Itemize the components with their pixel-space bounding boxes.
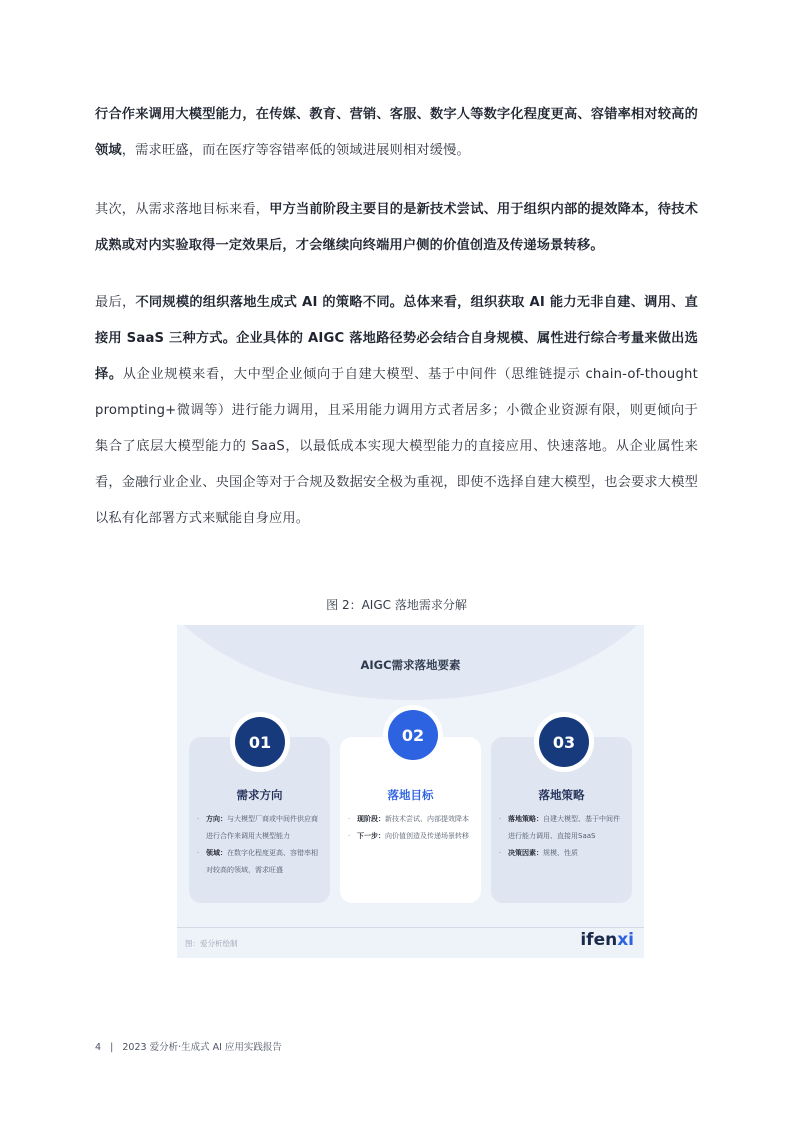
card-landing-goal bbox=[340, 737, 481, 903]
bullet-icon: · bbox=[197, 849, 200, 857]
list-item bbox=[348, 828, 475, 845]
page-number: 4 bbox=[95, 1042, 102, 1053]
paragraph-3 bbox=[95, 285, 698, 537]
list-item bbox=[499, 845, 626, 862]
list-item bbox=[348, 811, 475, 828]
item-text: 向价值创造及传递场景转移 bbox=[385, 832, 469, 840]
footer-title: 2023 爱分析·生成式 AI 应用实践报告 bbox=[122, 1042, 282, 1053]
list-item bbox=[197, 845, 324, 879]
item-key: 领域： bbox=[206, 849, 227, 857]
ifenxi-logo bbox=[580, 930, 634, 950]
list-item bbox=[197, 811, 324, 845]
item-key: 决策因素： bbox=[508, 849, 543, 857]
item-key: 方向： bbox=[206, 815, 227, 823]
item-text: 与大模型厂商或中间件供应商进行合作来调用大模型能力 bbox=[206, 815, 318, 840]
paragraph-1-text: ，需求旺盛，而在医疗等容错率低的领域进展则相对缓慢。 bbox=[121, 143, 470, 158]
bullet-icon: · bbox=[348, 832, 351, 840]
paragraph-3-text-start: 最后， bbox=[95, 295, 136, 310]
card-items bbox=[499, 811, 626, 862]
item-key: 下一步： bbox=[357, 832, 385, 840]
logo-accent: xi bbox=[617, 930, 634, 950]
footer-separator: | bbox=[110, 1042, 114, 1053]
item-text: 自建大模型、基于中间件进行能力调用、直接用SaaS bbox=[508, 815, 620, 840]
logo-main: ifen bbox=[580, 930, 618, 950]
paragraph-2-bold: 甲方当前阶段主要目的是新技术尝试、用于组织内部的提效降本，待技术成熟或对内实验取得一定效果后，才会继续向终端用户侧的价值创造及传递场景转移。 bbox=[95, 202, 698, 253]
card-items bbox=[197, 811, 324, 879]
card-items bbox=[348, 811, 475, 845]
bullet-icon: · bbox=[499, 849, 502, 857]
number-badge-03: 03 bbox=[539, 717, 589, 767]
figure-source: 图：爱分析绘制 bbox=[185, 939, 238, 948]
bullet-icon: · bbox=[197, 815, 200, 823]
paragraph-2-text: 其次，从需求落地目标来看， bbox=[95, 202, 270, 217]
paragraph-3-bold: 不同规模的组织落地生成式 AI 的策略不同。总体来看，组织获取 AI 能力无非自建、调用、直接用 SaaS 三种方式。企业具体的 AIGC 落地路径势必会结合自身规模、属性进行综合考量来做出选择。 bbox=[95, 295, 698, 382]
item-text: 规模、性质 bbox=[543, 849, 578, 857]
item-key: 落地策略： bbox=[508, 815, 543, 823]
list-item bbox=[499, 811, 626, 845]
card-title: 落地策略 bbox=[538, 788, 585, 802]
paragraph-1 bbox=[95, 97, 698, 169]
item-text: 在数字化程度更高、容错率相对较高的领域，需求旺盛 bbox=[206, 849, 318, 874]
paragraph-1-bold: 行合作来调用大模型能力，在传媒、教育、营销、客服、数字人等数字化程度更高、容错率相对较高的领域 bbox=[95, 107, 698, 158]
bullet-icon: · bbox=[348, 815, 351, 823]
paragraph-2 bbox=[95, 192, 698, 264]
figure-caption: 图 2：AIGC 落地需求分解 bbox=[326, 598, 467, 612]
figure-aigc-requirements bbox=[177, 625, 644, 958]
bullet-icon: · bbox=[499, 815, 502, 823]
number-badge-01: 01 bbox=[235, 717, 285, 767]
item-text: 新技术尝试、内部提效降本 bbox=[385, 815, 469, 823]
paragraph-3-text-end: 从企业规模来看，大中型企业倾向于自建大模型、基于中间件（思维链提示 chain-of-thought prompting+微调等）进行能力调用，且采用能力调用方式者居多；小微企业资源有限，则更倾向于集合了底层大模型能力的 SaaS，以最低成本实现大模型能力的直接应用、快速落地。从企业属性来看，金融行业企业、央国企等对于合规及数据安全极为重视，即使不选择自建大模型，也会要求大模型以私有化部署方式来赋能自身应用。 bbox=[95, 367, 698, 526]
card-title: 需求方向 bbox=[236, 788, 283, 802]
figure-title: AIGC需求落地要素 bbox=[360, 658, 461, 672]
card-title: 落地目标 bbox=[387, 788, 434, 802]
page-footer bbox=[95, 1039, 282, 1053]
figure-divider bbox=[177, 927, 644, 928]
number-badge-02: 02 bbox=[388, 710, 438, 760]
item-key: 现阶段： bbox=[357, 815, 385, 823]
